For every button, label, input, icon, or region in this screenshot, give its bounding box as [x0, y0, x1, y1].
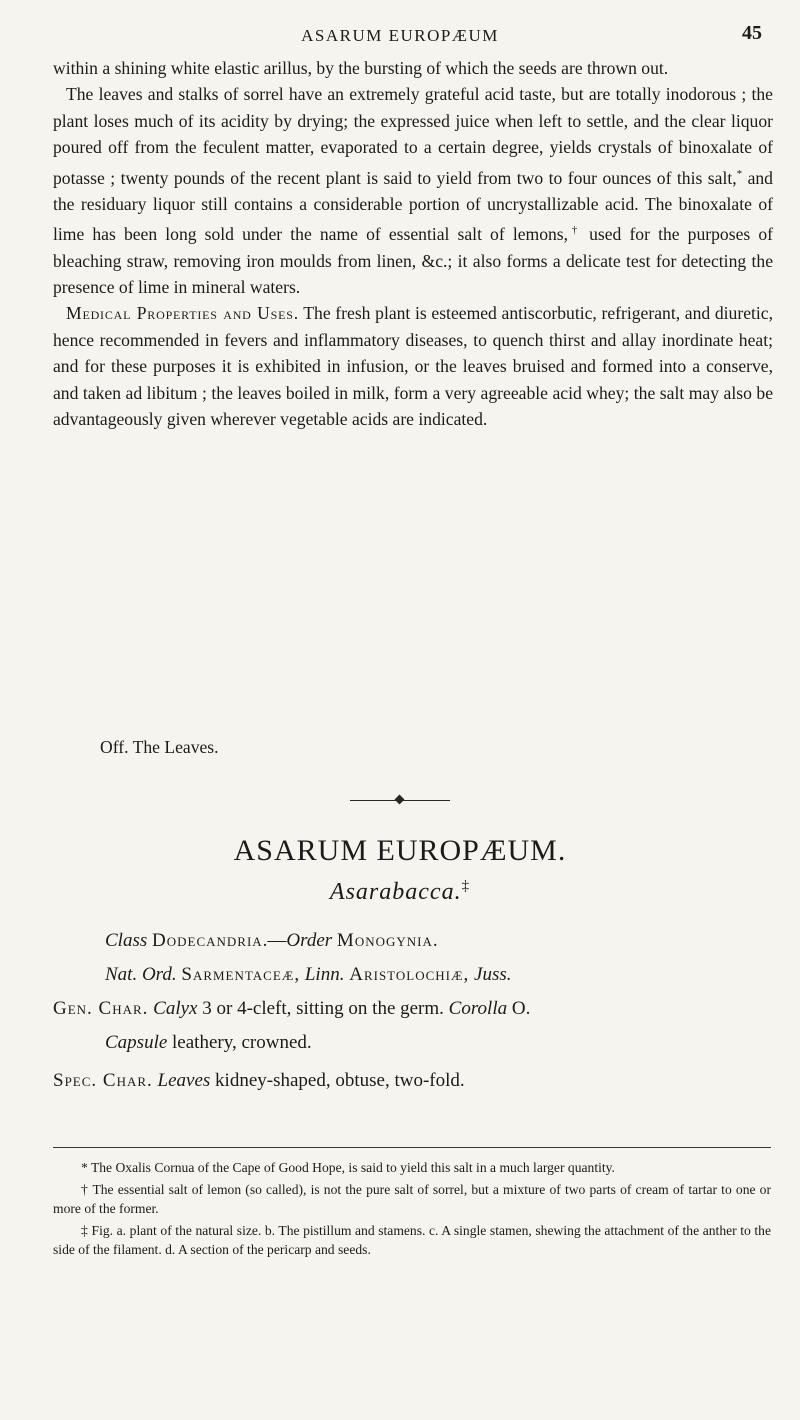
footnotes [53, 1158, 771, 1262]
footnote: † The essential salt of lemon (so called), is not the pure salt of sorrel, but a mixture of two parts of cream of tartar to one or more of the former. [53, 1182, 771, 1216]
nat-ord-value: Aristolochiæ, [349, 964, 470, 985]
botanical-characters [53, 930, 773, 1104]
paragraph-sorrel-properties [53, 81, 773, 300]
footnote-marker: ‡ [461, 878, 471, 894]
dash: .— [262, 930, 287, 951]
gen-char-label: Gen. Char. [53, 998, 149, 1019]
corolla-label: Corolla [448, 998, 508, 1019]
footnote: ‡ Fig. a. plant of the natural size. b. The pistillum and stamens. c. A single stamen, shewing the attachment of the anther to the side of the filament. d. A section of the pericarp and seeds. [53, 1223, 771, 1257]
specific-character-line [53, 1070, 773, 1104]
footnote-rule [53, 1147, 771, 1148]
nat-ord-author: Linn. [304, 964, 345, 985]
paragraph-part: The fresh plant is esteemed antiscorbutic, refrigerant, and diuretic, hence recommended in fevers and inflammatory diseases, to quench thirst and allay inordinate heat; and for these purposes it is exhibited in infusion, or the leaves bruised and formed into a conserve, and taken ad libitum ; the leaves boiled in milk, form a very agreeable acid whey; the salt may also be advantageously given wherever vegetable acids are indicated. [53, 303, 773, 429]
running-head [0, 14, 800, 48]
common-name [0, 878, 800, 906]
footnote-marker: * [736, 167, 743, 180]
paragraph-medical-uses [53, 300, 773, 432]
class-label: Class [105, 930, 148, 951]
leaves-text: kidney-shaped, obtuse, two-fold. [210, 1070, 465, 1091]
nat-ord-author: Juss. [474, 964, 512, 985]
spec-char-label: Spec. Char. [53, 1070, 153, 1091]
nat-ord-value: Sarmentaceæ, [181, 964, 301, 985]
calyx-text: 3 or 4-cleft, sitting on the germ. [197, 998, 449, 1019]
page-number: 45 [742, 22, 762, 44]
paragraph-continuation: within a shining white elastic arillus, by the bursting of which the seeds are thrown out. [53, 58, 669, 78]
period: . [432, 930, 438, 951]
calyx-label: Calyx [153, 998, 198, 1019]
footnote: * The Oxalis Cornua of the Cape of Good Hope, is said to yield this salt in a much larger quantity. [81, 1160, 615, 1175]
natural-order-line [53, 964, 773, 998]
body-text [53, 55, 773, 432]
paragraph-part: The leaves and stalks of sorrel have an extremely grateful acid taste, but are totally inodorous ; the plant loses much of its acidity by drying; the expressed juice when left to settle, and the clear liquor poured off from the feculent matter, evaporated to a certain degree, yields crystals of binoxalate of potasse ; twenty pounds of the recent plant is said to yield from two to four ounces of this salt, [53, 84, 773, 188]
order-label: Order [286, 930, 333, 951]
nat-ord-label: Nat. Ord. [105, 964, 177, 985]
corolla-text: O. [507, 998, 531, 1019]
diamond-ornament-icon [395, 795, 405, 805]
running-title: ASARUM EUROPÆUM [301, 26, 499, 45]
leaves-label: Leaves [157, 1070, 211, 1091]
paragraph-part: used for the purposes of bleaching straw, removing iron moulds from linen, &c.; it also forms a delicate test for detecting the presence of lime in mineral waters. [53, 224, 773, 297]
order-value: Monogynia [336, 930, 433, 951]
capsule-label: Capsule [105, 1032, 168, 1053]
section-heading: Medical Properties and Uses. [66, 303, 299, 324]
class-value: Dodecandria [152, 930, 263, 951]
section-divider [350, 796, 450, 806]
bottom-margin [0, 1300, 800, 1420]
paragraph-part: and the residuary liquor still contains a considerable portion of uncrystallizable acid. The binoxalate of lime has been long sold under the name of essential salt of lemons, [53, 167, 773, 245]
capsule-text: leathery, crowned. [167, 1032, 312, 1053]
species-title: ASARUM EUROPÆUM. [233, 834, 567, 867]
class-order-line [53, 930, 773, 964]
common-name-text: Asarabacca. [329, 879, 462, 905]
footnote-marker: † [568, 224, 581, 237]
officinal-line: Off. The Leaves. [100, 737, 219, 757]
capsule-line [53, 1032, 773, 1066]
generic-character-line [53, 998, 773, 1032]
